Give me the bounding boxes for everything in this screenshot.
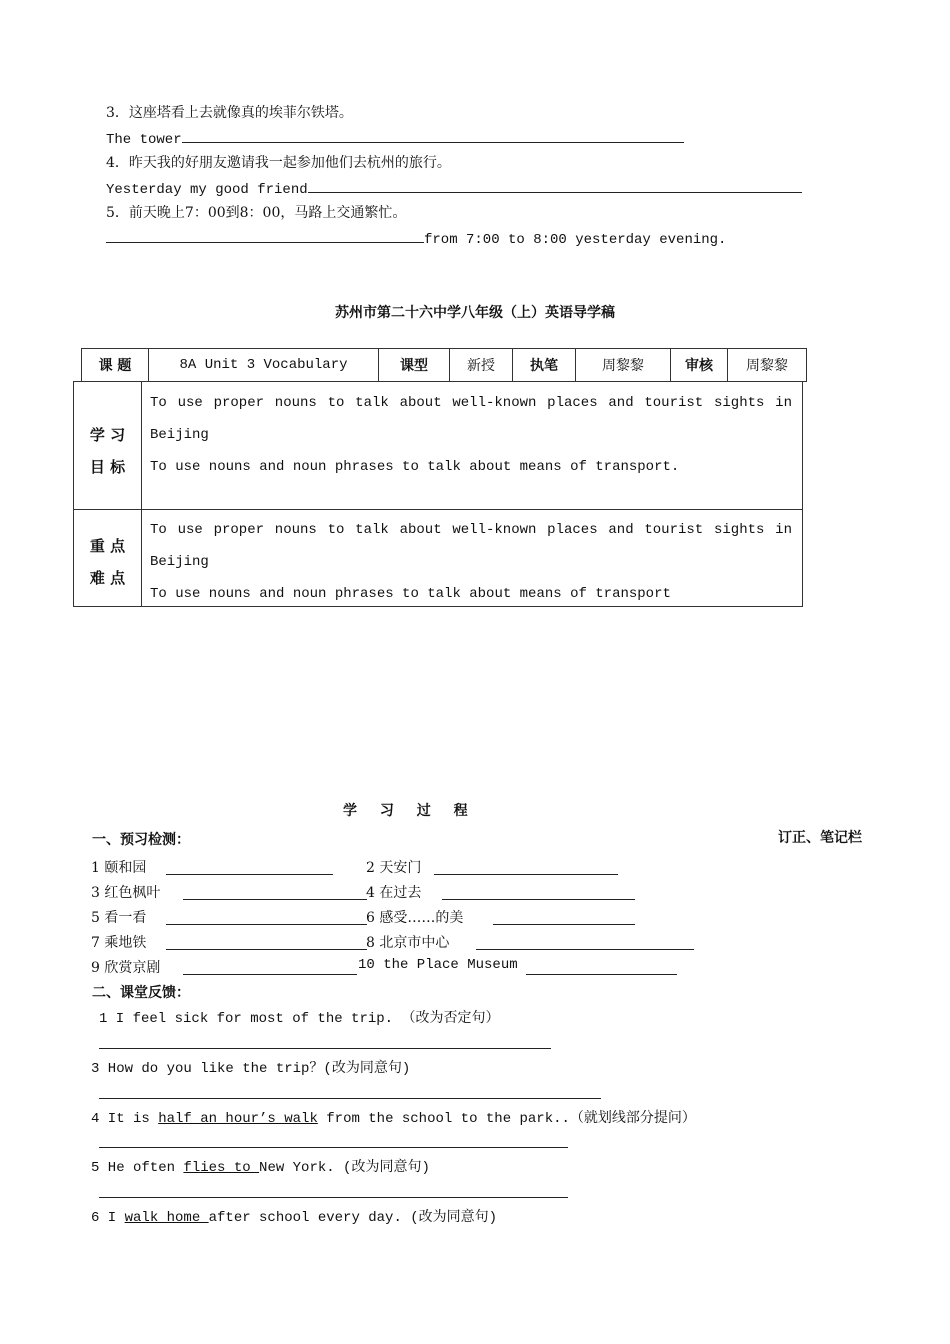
s5-suffix: New York. (改为同意句) (259, 1160, 430, 1176)
s4-prefix: 4 It is (91, 1111, 159, 1127)
answer-blank (434, 874, 618, 875)
translation-q3-chinese: 3．这座塔看上去就像真的埃菲尔铁塔。 (106, 105, 353, 121)
objectives-line-3: To use nouns and noun phrases to talk about means of transport. (150, 459, 680, 475)
feedback-sentence-1: 1 I feel sick for most of the trip. （改为否定句） (99, 1011, 500, 1027)
answer-blank (99, 1147, 568, 1148)
answer-blank (99, 1048, 551, 1049)
process-title: 学 习 过 程 (343, 803, 468, 819)
author-value: 周黎黎 (576, 349, 671, 382)
answer-blank (166, 949, 367, 950)
translation-q4-english (106, 178, 802, 198)
type-label: 课型 (379, 349, 450, 382)
divider (141, 510, 142, 606)
feedback-heading: 二、课堂反馈： (92, 985, 190, 1001)
answer-blank (308, 178, 802, 193)
objectives-label-1: 学 习 (89, 426, 126, 444)
lesson-header-table (81, 348, 807, 382)
answer-blank (166, 924, 367, 925)
preview-item-label: 2 天安门 (366, 860, 422, 876)
answer-blank (166, 874, 333, 875)
key-points-line-1 (150, 514, 792, 546)
objectives-label-2: 目 标 (89, 458, 126, 476)
translation-q3-english (106, 128, 684, 148)
preview-item (366, 882, 421, 902)
feedback-sentence-6 (91, 1206, 497, 1226)
preview-item (358, 957, 518, 973)
s4-suffix: from the school to the park..（就划线部分提问） (317, 1111, 696, 1127)
preview-heading: 一、预习检测： (92, 832, 190, 848)
topic-value: 8A Unit 3 Vocabulary (149, 349, 379, 382)
s6-underlined: walk home (124, 1210, 209, 1226)
answer-blank (493, 924, 635, 925)
page-title: 苏州市第二十六中学八年级（上）英语导学稿 (335, 305, 615, 321)
preview-item (91, 857, 146, 877)
s4-underlined: half an hour’s walk (158, 1111, 318, 1127)
preview-item (366, 857, 421, 877)
s5-underlined: flies to (183, 1160, 260, 1176)
translation-q4-prefix: Yesterday my good friend (106, 182, 308, 198)
key-points-line-2: Beijing (150, 554, 209, 570)
translation-q3-prefix: The tower (106, 132, 182, 148)
answer-blank (99, 1098, 601, 1099)
preview-item-label: 8 北京市中心 (366, 935, 450, 951)
feedback-sentence-3: 3 How do you like the trip？(改为同意句) (91, 1061, 411, 1077)
s5-prefix: 5 He often (91, 1160, 184, 1176)
key-points-label-1: 重 点 (89, 537, 126, 555)
objectives-box (73, 381, 803, 510)
translation-q4-chinese: 4．昨天我的好朋友邀请我一起参加他们去杭州的旅行。 (106, 155, 451, 171)
answer-blank (476, 949, 694, 950)
preview-item-label: 1 颐和园 (91, 860, 147, 876)
type-value: 新授 (450, 349, 513, 382)
divider (141, 382, 142, 509)
preview-item (91, 907, 146, 927)
preview-item-label: 5 看一看 (91, 910, 147, 926)
author-label: 执笔 (513, 349, 576, 382)
preview-item (91, 957, 160, 977)
notes-column-label: 订正、笔记栏 (778, 830, 862, 846)
feedback-sentence-4 (91, 1107, 696, 1127)
key-points-line-3: To use nouns and noun phrases to talk about means of transport (150, 586, 671, 602)
preview-item (366, 932, 449, 952)
answer-blank (106, 228, 424, 243)
preview-item-label: 6 感受……的美 (366, 910, 464, 926)
translation-q5-english (106, 228, 726, 248)
review-label: 审核 (671, 349, 728, 382)
s6-suffix: after school every day. (改为同意句) (208, 1210, 498, 1226)
preview-item-label: 9 欣赏京剧 (91, 960, 161, 976)
answer-blank (183, 974, 357, 975)
preview-item (91, 882, 160, 902)
preview-item (366, 907, 463, 927)
preview-item-label: 10 the Place Museum (358, 957, 518, 973)
answer-blank (442, 899, 635, 900)
preview-item-label: 7 乘地铁 (91, 935, 147, 951)
key-points-line-1-text: To use proper nouns to talk about well-known places and tourist sights in (150, 522, 792, 538)
topic-label: 课 题 (82, 349, 149, 382)
objectives-line-1 (150, 387, 792, 419)
preview-item (91, 932, 146, 952)
review-value: 周黎黎 (728, 349, 807, 382)
answer-blank (182, 128, 684, 143)
translation-q5-suffix: from 7:00 to 8:00 yesterday evening. (424, 232, 727, 248)
answer-blank (183, 899, 367, 900)
answer-blank (99, 1197, 568, 1198)
feedback-sentence-5 (91, 1156, 430, 1176)
key-points-box (73, 509, 803, 607)
objectives-line-1-text: To use proper nouns to talk about well-known places and tourist sights in (150, 395, 792, 411)
translation-q5-chinese: 5．前天晚上7：00到8：00，马路上交通繁忙。 (106, 205, 407, 221)
preview-item-label: 4 在过去 (366, 885, 422, 901)
answer-blank (526, 974, 677, 975)
preview-item-label: 3 红色枫叶 (91, 885, 161, 901)
key-points-label-2: 难 点 (89, 569, 126, 587)
objectives-line-2: Beijing (150, 427, 209, 443)
s6-prefix: 6 I (91, 1210, 125, 1226)
